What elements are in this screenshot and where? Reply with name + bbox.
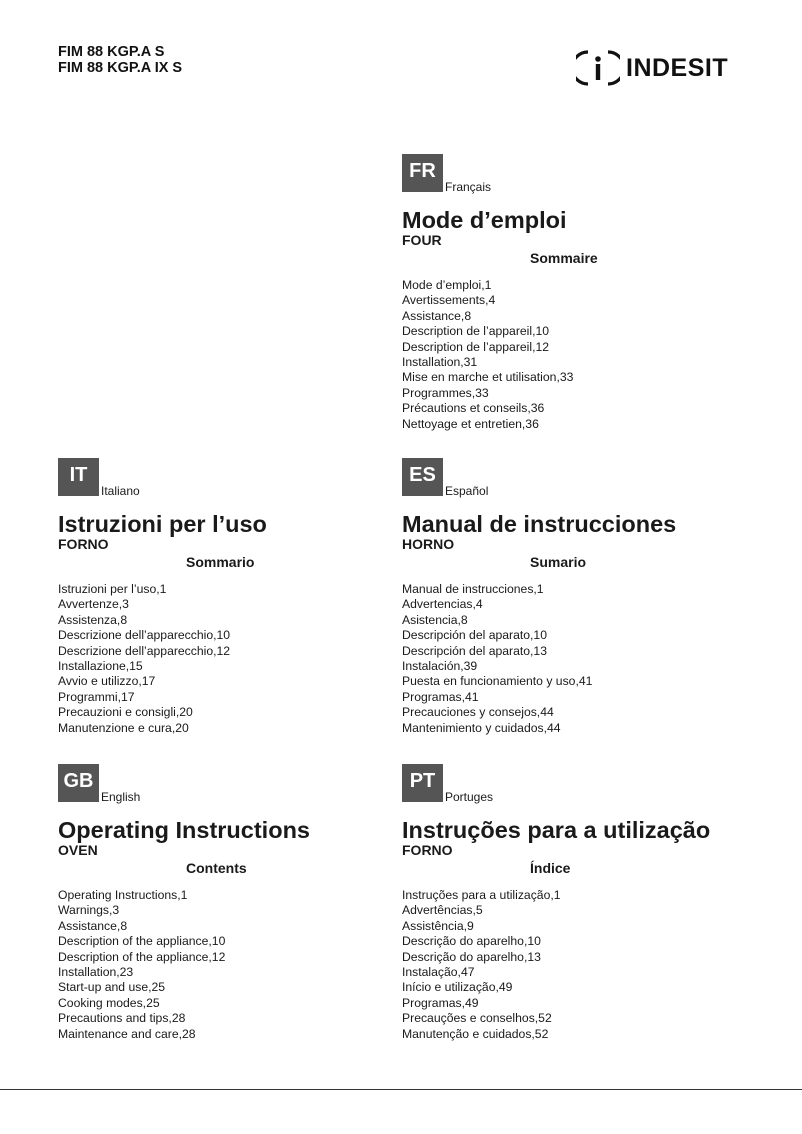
toc-item: Precauções e conselhos,52 <box>402 1011 552 1026</box>
toc-item: Assistance,8 <box>58 918 128 933</box>
toc-item: Start-up and use,25 <box>58 980 166 995</box>
toc-item: Précautions et conseils,36 <box>402 401 545 416</box>
language-name: Español <box>445 484 489 498</box>
indesit-logo-icon <box>576 48 620 88</box>
toc-item: Descrição do aparelho,13 <box>402 949 541 964</box>
toc-item: Advertências,5 <box>402 903 483 918</box>
toc-item: Puesta en funcionamiento y uso,41 <box>402 674 593 689</box>
appliance-name: OVEN <box>58 842 98 858</box>
toc-item: Nettoyage et entretien,36 <box>402 416 539 431</box>
language-header <box>58 764 418 802</box>
toc-item: Programmi,17 <box>58 689 135 704</box>
language-name: Français <box>445 180 492 194</box>
toc-item: Programas,49 <box>402 995 479 1010</box>
toc-item: Warnings,3 <box>58 903 120 918</box>
contents-heading: Índice <box>530 860 571 876</box>
toc-item: Manutenção e cuidados,52 <box>402 1026 549 1041</box>
toc-item: Mode d’emploi,1 <box>402 278 492 292</box>
toc-item: Installazione,15 <box>58 659 143 674</box>
model-number: FIM 88 KGP.A IX S <box>58 60 183 76</box>
language-code-badge: FR <box>402 154 443 192</box>
toc-item: Advertencias,4 <box>402 597 483 612</box>
toc-item: Descrizione dell’apparecchio,10 <box>58 628 231 643</box>
toc-item: Installation,23 <box>58 965 134 980</box>
section-fr <box>402 154 762 432</box>
toc-item: Avvio e utilizzo,17 <box>58 674 156 689</box>
toc-item: Instalación,39 <box>402 659 478 674</box>
toc-item: Precautions and tips,28 <box>58 1011 186 1026</box>
toc-item: Precauciones y consejos,44 <box>402 705 554 720</box>
toc-item: Mantenimiento y cuidados,44 <box>402 720 561 735</box>
toc-item: Programmes,33 <box>402 385 489 400</box>
contents-heading: Sumario <box>530 554 587 570</box>
toc-item: Assistance,8 <box>402 308 472 323</box>
toc-item: Installation,31 <box>402 355 478 370</box>
toc-item: Description of the appliance,10 <box>58 934 226 949</box>
toc-item: Descripción del aparato,10 <box>402 628 547 643</box>
manual-title: Mode d’emploi <box>402 207 567 233</box>
manual-title: Instruções para a utilização <box>402 817 711 843</box>
toc-item: Precauzioni e consigli,20 <box>58 705 193 720</box>
toc-item: Manual de instrucciones,1 <box>402 582 544 596</box>
language-code-badge: PT <box>402 764 443 802</box>
toc-item: Início e utilização,49 <box>402 980 513 995</box>
section-es <box>402 458 762 736</box>
section-it <box>58 458 418 736</box>
table-of-contents <box>402 888 762 1042</box>
toc-item: Mise en marche et utilisation,33 <box>402 370 574 385</box>
table-of-contents <box>402 582 762 736</box>
toc-item: Avvertenze,3 <box>58 597 129 612</box>
toc-item: Description de l’appareil,12 <box>402 339 550 354</box>
brand-name: INDESIT <box>626 53 729 82</box>
toc-item: Assistenza,8 <box>58 612 128 627</box>
appliance-name: HORNO <box>402 536 455 552</box>
language-name: Portuges <box>445 790 494 804</box>
bottom-divider <box>0 1089 802 1090</box>
toc-item: Descrição do aparelho,10 <box>402 934 541 949</box>
section-pt <box>402 764 762 1042</box>
language-header <box>58 458 418 496</box>
toc-item: Asistencia,8 <box>402 612 468 627</box>
toc-item: Description of the appliance,12 <box>58 949 226 964</box>
toc-item: Operating Instructions,1 <box>58 888 188 902</box>
toc-item: Instalação,47 <box>402 965 475 980</box>
manual-title: Manual de instrucciones <box>402 511 677 537</box>
language-name: English <box>101 790 141 804</box>
language-name: Italiano <box>101 484 140 498</box>
toc-item: Istruzioni per l’uso,1 <box>58 582 167 596</box>
language-code-badge: GB <box>58 764 99 802</box>
brand-logo <box>576 48 728 88</box>
toc-item: Programas,41 <box>402 689 479 704</box>
toc-item: Instruções para a utilização,1 <box>402 888 561 902</box>
toc-item: Descrizione dell’apparecchio,12 <box>58 643 231 658</box>
model-number: FIM 88 KGP.A S <box>58 44 165 60</box>
table-of-contents <box>402 278 762 432</box>
contents-heading: Contents <box>186 860 247 876</box>
model-numbers <box>58 44 182 76</box>
toc-item: Assistência,9 <box>402 918 474 933</box>
toc-item: Descripción del aparato,13 <box>402 643 547 658</box>
language-code-badge: IT <box>58 458 99 496</box>
language-code-badge: ES <box>402 458 443 496</box>
language-header <box>402 458 762 496</box>
manual-title: Operating Instructions <box>58 817 310 843</box>
toc-item: Avertissements,4 <box>402 293 496 308</box>
table-of-contents <box>58 582 418 736</box>
section-gb <box>58 764 418 1042</box>
toc-item: Description de l’appareil,10 <box>402 324 550 339</box>
appliance-name: FORNO <box>58 536 109 552</box>
toc-item: Maintenance and care,28 <box>58 1026 196 1041</box>
appliance-name: FOUR <box>402 232 442 248</box>
language-header <box>402 764 762 802</box>
toc-item: Cooking modes,25 <box>58 995 160 1010</box>
table-of-contents <box>58 888 418 1042</box>
contents-heading: Sommario <box>186 554 255 570</box>
appliance-name: FORNO <box>402 842 453 858</box>
language-header <box>402 154 762 192</box>
manual-title: Istruzioni per l’uso <box>58 511 267 537</box>
contents-heading: Sommaire <box>530 250 598 266</box>
toc-item: Manutenzione e cura,20 <box>58 720 189 735</box>
